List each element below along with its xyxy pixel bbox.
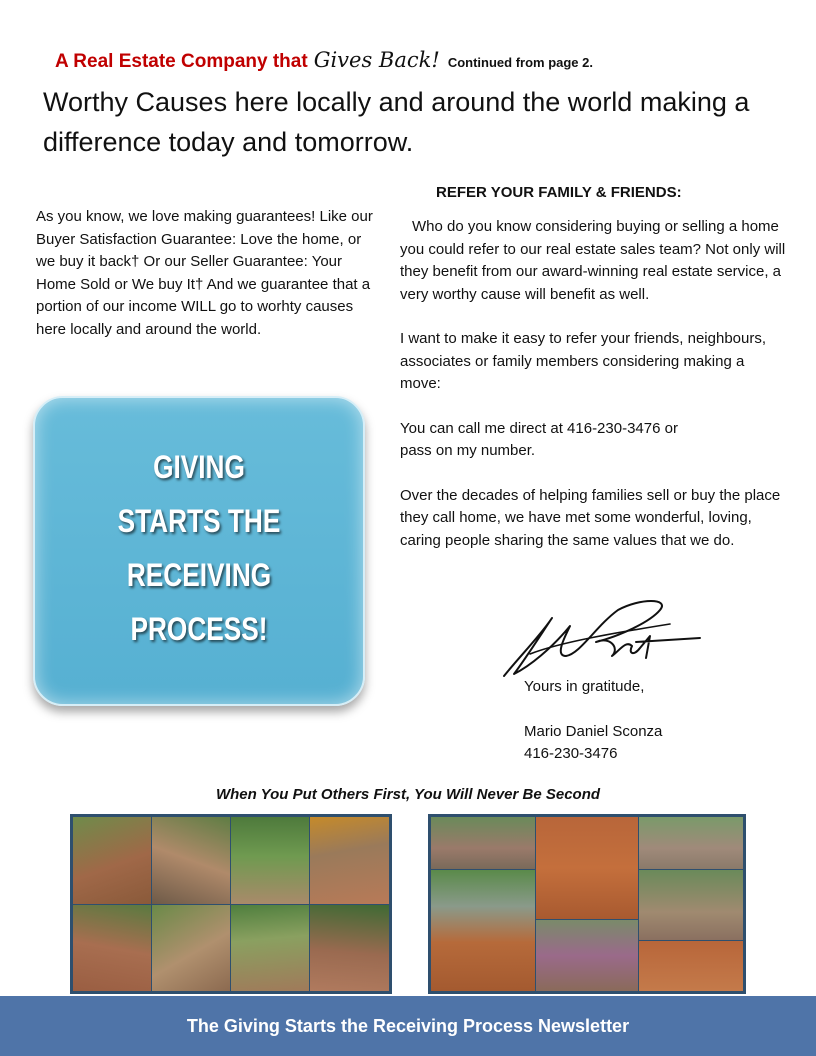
photo-trees xyxy=(231,817,309,904)
signer-phone: 416-230-3476 xyxy=(524,745,618,762)
photo-geese xyxy=(639,941,743,991)
signoff xyxy=(524,676,662,766)
refer-paragraph: Over the decades of helping families sell or buy the place they call home, we have met some wonderful, loving, caring people sharing the same values that we do. xyxy=(400,486,781,549)
continued-note: Continued from page 2. xyxy=(447,55,593,70)
callout-line: GIVING xyxy=(153,449,245,485)
callout-line: STARTS THE xyxy=(117,503,281,539)
tagline xyxy=(55,48,593,73)
refer-paragraph: You can call me direct at 416-230-3476 or pass on my number. xyxy=(400,419,678,459)
signature-image xyxy=(500,596,706,682)
photo-celebration xyxy=(536,920,638,991)
photo-community xyxy=(639,870,743,940)
photo-geese-pond xyxy=(536,817,638,919)
photo-rock-site xyxy=(73,905,151,991)
tagline-lead: A Real Estate Company that xyxy=(55,51,308,72)
photo-collage-right xyxy=(428,814,746,994)
closing-line: Yours in gratitude, xyxy=(524,678,645,695)
photo-clearing xyxy=(231,905,309,991)
photo-collage-left xyxy=(70,814,392,994)
photo-reservoir xyxy=(431,870,535,991)
tagline-script: Gives Back! xyxy=(313,48,440,72)
callout-text xyxy=(65,440,334,656)
footer-banner xyxy=(0,996,816,1056)
photo-workers xyxy=(152,817,230,904)
photo-boulders xyxy=(73,817,151,904)
callout-box xyxy=(33,396,365,706)
callout-line: RECEIVING xyxy=(126,557,272,593)
motto: When You Put Others First, You Will Never Be Second xyxy=(215,786,601,803)
intro-paragraph: As you know, we love making guarantees! Like our Buyer Satisfaction Guarantee: Love the home, or we buy it back† Or our Seller Guarantee: Your Home Sold or We buy It† And we guarantee that a portion of our income WILL go to worhty causes here locally and around the world. xyxy=(36,208,373,338)
refer-title: REFER YOUR FAMILY & FRIENDS: xyxy=(436,184,682,201)
signer-name: Mario Daniel Sconza xyxy=(524,722,663,740)
photo-gathering xyxy=(431,817,535,869)
photo-excavator xyxy=(310,817,389,904)
refer-paragraph: I want to make it easy to refer your friends, neighbours, associates or family members considering making a move: xyxy=(400,330,767,392)
photo-rocks xyxy=(310,905,389,991)
callout-line: PROCESS! xyxy=(130,611,268,647)
photo-crew xyxy=(152,905,230,991)
headline: Worthy Causes here locally and around the world making a difference today and tomorrow. xyxy=(43,87,750,157)
refer-paragraph: Who do you know considering buying or selling a home you could refer to our real estate sales team? Not only will they benefit from our award-winning real estate service, a very worthy cause will benefit as well. xyxy=(400,218,786,303)
refer-body xyxy=(400,216,786,574)
footer-text: The Giving Starts the Receiving Process Newsletter xyxy=(186,1016,630,1036)
photo-villagers xyxy=(639,817,743,869)
